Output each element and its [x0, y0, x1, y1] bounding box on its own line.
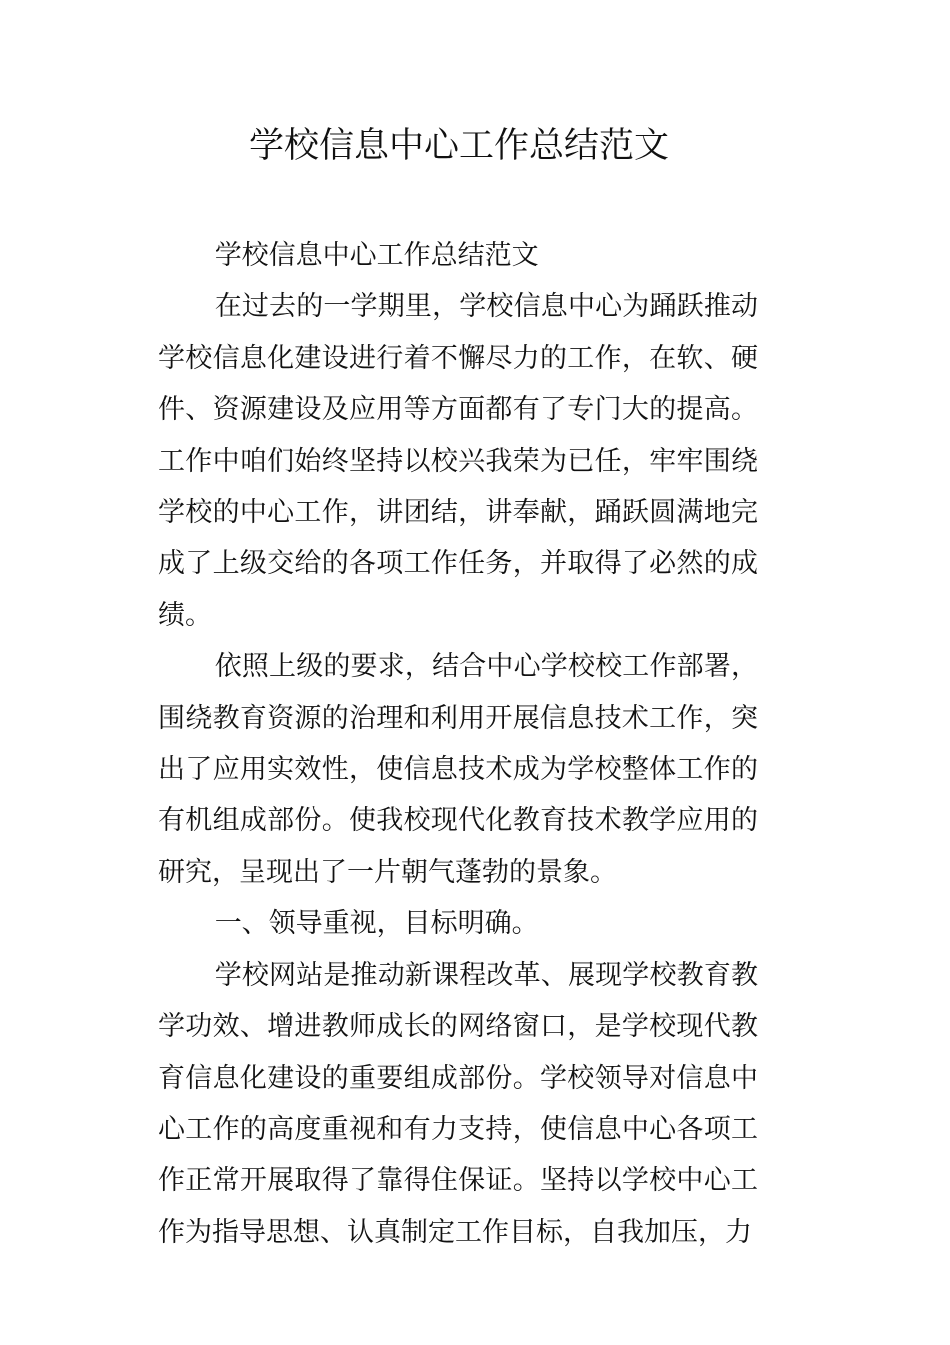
document-body: [158, 230, 758, 1258]
paragraph-intro: 在过去的一学期里，学校信息中心为踊跃推动学校信息化建设进行着不懈尽力的工作，在软、硬件、资源建设及应用等方面都有了专门大的提高。工作中咱们始终坚持以校兴我荣为已任，牢牢围绕学校的中心工作，讲团结，讲奉献，踊跃圆满地完成了上级交给的各项工作任务，并取得了必然的成绩。: [158, 291, 758, 631]
document-title: 学校信息中心工作总结范文: [248, 126, 669, 166]
paragraph-requirements: 依照上级的要求，结合中心学校校工作部署，围绕教育资源的治理和利用开展信息技术工作，突出了应用实效性，使信息技术成为学校整体工作的有机组成部份。使我校现代化教育技术教学应用的研究，呈现出了一片朝气蓬勃的景象。: [158, 651, 758, 888]
paragraph-subtitle: 学校信息中心工作总结范文: [214, 240, 539, 271]
section-heading-1: 一、领导重视，目标明确。: [214, 908, 539, 940]
paragraph-website: 学校网站是推动新课程改革、展现学校教育教学功效、增进教师成长的网络窗口，是学校现代教育信息化建设的重要组成部份。学校领导对信息中心工作的高度重视和有力支持，使信息中心各项工作正常开展取得了靠得住保证。坚持以学校中心工作为指导思想、认真制定工作目标，自我加压，力: [158, 959, 758, 1248]
